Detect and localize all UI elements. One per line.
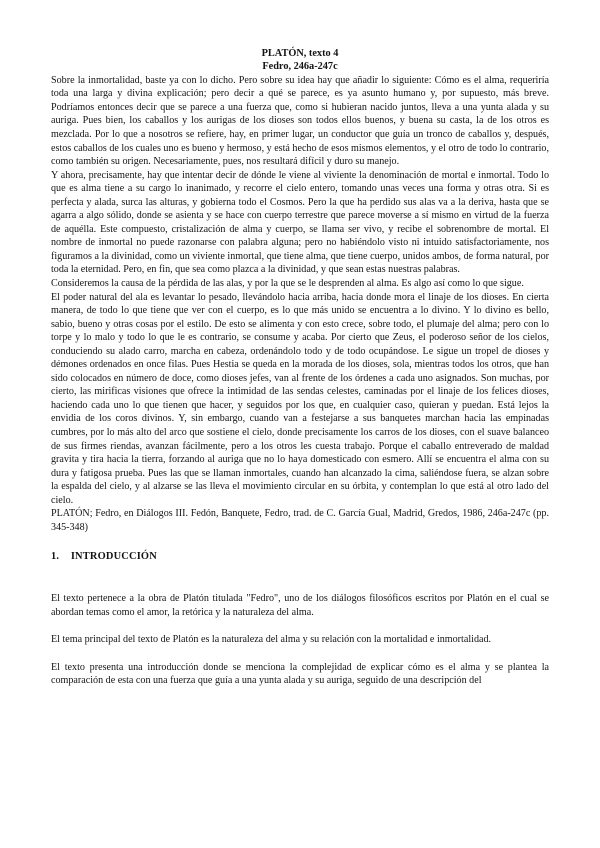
document-title: PLATÓN, texto 4 [261,48,339,59]
intro-paragraph: El texto presenta una introducción donde se menciona la complejidad de explicar cómo es el alma y se plantea la comparación de esta con una fuerza que guía a una yunta alada y su auriga, seguido de una descripción del [51,661,549,687]
section-title: INTRODUCCIÓN [70,551,157,563]
intro-paragraph: El texto pertenece a la obra de Platón titulada "Fedro", uno de los diálogos filosóficos escritos por Platón en el cual se abordan temas como el amor, la retórica y la naturaleza del alma. [51,592,549,618]
text-paragraph: El poder natural del ala es levantar lo pesado, llevándolo hacia arriba, hacia donde mora el linaje de los dioses. En cierta manera, de todo lo que tiene que ver con el cuerpo, es lo que más unido se encuentra a lo divino. Y lo divino es bello, sabio, bueno y otras cosas por el estilo. De esto se alimenta y con esto crece, sobre todo, el plumaje del alma; pero con lo torpe y lo malo y todo lo que le es contrario, se consume y acaba. Por cierto que Zeus, el poderoso señor de los cielos, conduciendo su alado carro, marcha en cabeza, ordenándolo todo y de todo ocupándose. Le sigue un tropel de dioses y démones ordenados en once filas. Pues Hestia se queda en la morada de los dioses, sola, mientras todos los otros, que han sido colocados en número de doce, como dioses jefes, van al frente de los órdenes a cada uno asignados. Son muchas, por cierto, las mirificas visiones que ofrece la intimidad de las sendas celestes, caminadas por el linaje de los felices dioses, haciendo cada uno lo que tienen que hacer, y seguidos por los que, en cualquier caso, quieran y puedan. Está lejos la envidia de los coros divinos. Y, sin embargo, cuando van a festejarse a sus banquetes marchan hacia las empinadas cumbres, por lo más alto del arco que sostiene el cielo, donde precisamente los carros de los dioses, con el suave balanceo de sus firmes riendas, avanzan fácilmente, pero a los otros les cuesta trabajo. Porque el caballo entreverado de maldad gravita y tira hacia la tierra, forzando al auriga que no lo haya domesticado con esmero. Allí se encuentra el alma con su dura y fatigosa prueba. Pues las que se llaman inmortales, cuando han alcanzado la cima, saliéndose fuera, se alzan sobre la espalda del cielo, y al alzarse se las lleva el movimiento circular en su órbita, y contemplan lo que está al otro lado del cielo. [51,291,549,506]
section-number: 1. [51,551,60,563]
section-heading [51,550,549,564]
document-subtitle: Fedro, 246a-247c [262,61,338,73]
intro-paragraph: El tema principal del texto de Platón es la naturaleza del alma y su relación con la mortalidad e inmortalidad. [51,634,492,646]
text-paragraph: Sobre la inmortalidad, baste ya con lo dicho. Pero sobre su idea hay que añadir lo siguiente: Cómo es el alma, requeriría toda una larga y divina explicación; pero decir a qué se parece, es ya asunto humano y, por supuesto, más breve. Podríamos entonces decir que se parece a una fuerza que, como si hubieran nacido juntos, lleva a una yunta alada y su auriga. Pues bien, los caballos y los aurigas de los dioses son todos ellos buenos, y buena su casta, la de los otros es mezclada. Por lo que a nosotros se refiere, hay, en primer lugar, un conductor que guía un tronco de caballos y, después, estos caballos de los cuales uno es bueno y hermoso, y está hecho de esos mismos elementos, y el otro de todo lo contrario, como también su origen. Necesariamente, pues, nos resultará difícil y duro su manejo. [51,74,549,168]
text-paragraph: Y ahora, precisamente, hay que intentar decir de dónde le viene al viviente la denominación de mortal e inmortal. Todo lo que es alma tiene a su cargo lo inanimado, y recorre el cielo entero, tomando unas veces una forma y otras otra. Si es perfecta y alada, surca las alturas, y gobierna todo el Cosmos. Pero la que ha perdido sus alas va a la deriva, hasta que se agarra a algo sólido, donde se asienta y se hace con cuerpo terrestre que parece moverse a sí mismo en virtud de la fuerza de aquélla. Este compuesto, cristalización de alma y cuerpo, se llama ser vivo, y recibe el sobrenombre de mortal. El nombre de inmortal no puede razonarse con palabra alguna; pero no habiéndolo visto ni intuido satisfactoriamente, nos figuramos a la divinidad, como un viviente inmortal, que tiene alma, que tiene cuerpo, unidos ambos, de forma natural, por toda la eternidad. Pero, en fin, que sea como plazca a la divinidad, y que sean estas nuestras palabras. [51,169,549,276]
text-paragraph: Consideremos la causa de la pérdida de las alas, y por la que se le desprenden al alma. Es algo así como lo que sigue. [51,278,524,290]
source-citation: PLATÓN; Fedro, en Diálogos III. Fedón, Banquete, Fedro, trad. de C. García Gual, Madrid, Gredos, 1986, 246a-247c (pp. 345-348) [51,508,549,533]
